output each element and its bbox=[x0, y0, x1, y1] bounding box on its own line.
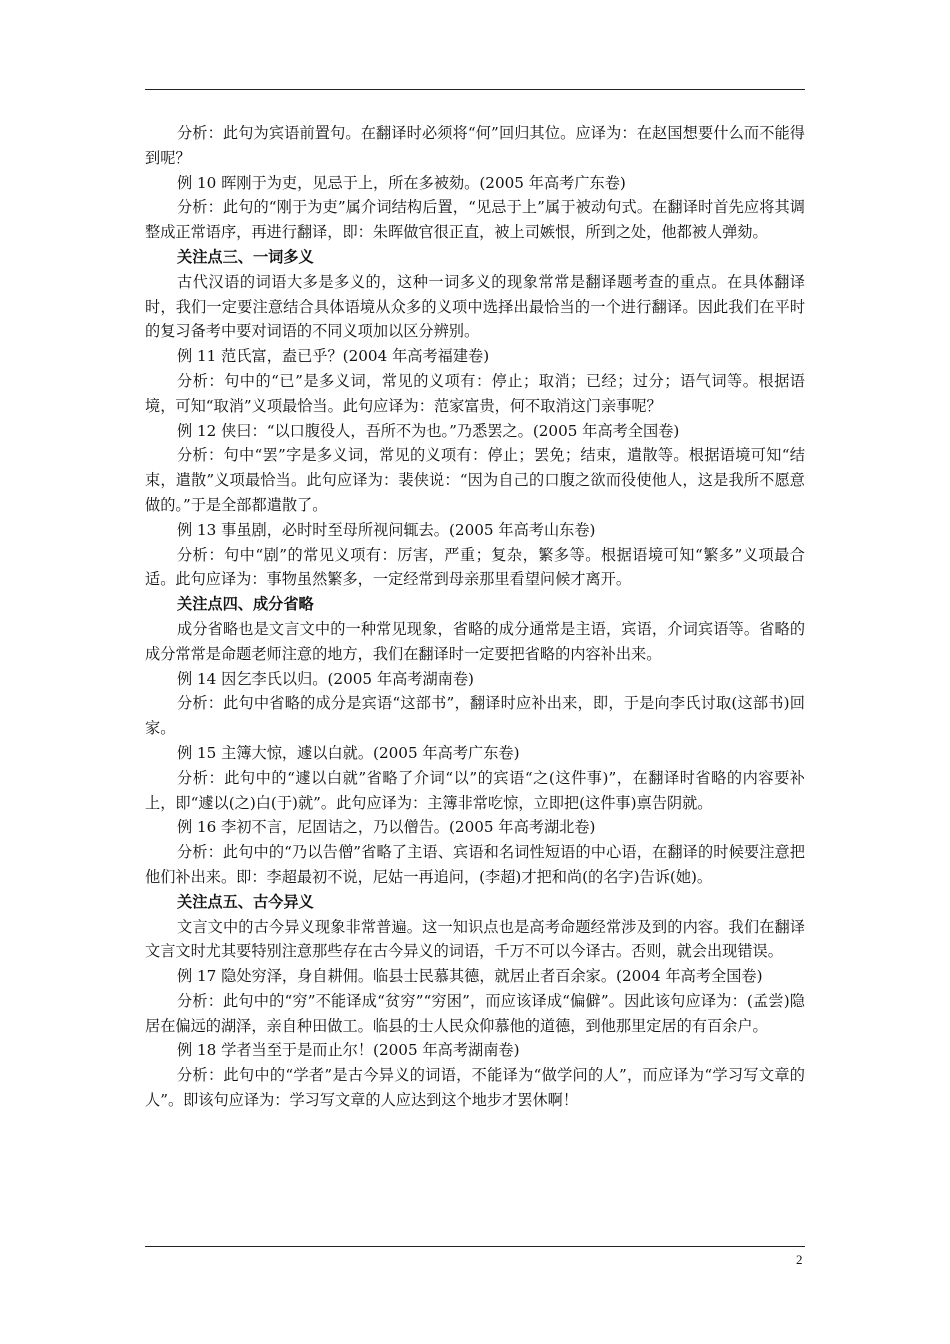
page-number: 2 bbox=[796, 1252, 803, 1267]
example-sentence: 例 17 隐处穷泽，身自耕佣。临县士民慕其德，就居止者百余家。(2004 年高考全国卷) bbox=[177, 967, 763, 986]
example-sentence: 例 11 范氏富，盍已乎？(2004 年高考福建卷) bbox=[177, 347, 490, 366]
section-heading: 关注点四、成分省略 bbox=[177, 595, 314, 614]
paragraph-analysis: 分析：此句中省略的成分是宾语“这部书”，翻译时应补出来，即，于是向李氏讨取(这部书)回家。 bbox=[145, 694, 805, 738]
example-sentence: 例 13 事虽剧，必时时至母所视问辄去。(2005 年高考山东卷) bbox=[177, 520, 596, 539]
example-sentence: 例 16 李初不言，尼固诘之，乃以僧告。(2005 年高考湖北卷) bbox=[177, 818, 596, 837]
section-heading: 关注点五、古今异义 bbox=[177, 892, 314, 911]
paragraph-analysis: 分析：句中的“已”是多义词，常见的义项有：停止；取消；已经；过分；语气词等。根据语境，可知“取消”义项最恰当。此句应译为：范家富贵，何不取消这门亲事呢？ bbox=[145, 371, 805, 415]
paragraph-analysis: 分析：此句中的“遽以白就”省略了介词“以”的宾语“之(这件事)”，在翻译时省略的内容要补上，即“遽以(之)白(于)就”。此句应译为：主簿非常吃惊，立即把(这件事)禀告阴就。 bbox=[145, 768, 805, 812]
example-sentence: 例 10 晖刚于为吏，见忌于上，所在多被劾。(2005 年高考广东卷) bbox=[177, 173, 626, 192]
paragraph-analysis: 分析：此句中的“穷”不能译成“贫穷”“穷困”，而应该译成“偏僻”。因此该句应译为：(孟尝)隐居在偏远的湖泽，亲自种田做工。临县的士人民众仰慕他的道德，到他那里定居的有百余户。 bbox=[145, 991, 805, 1035]
header-rule bbox=[145, 89, 805, 90]
document-body bbox=[145, 121, 805, 1113]
paragraph-analysis: 分析：此句为宾语前置句。在翻译时必须将“何”回归其位。应译为：在赵国想要什么而不能得到呢？ bbox=[145, 124, 805, 167]
paragraph-body: 成分省略也是文言文中的一种常见现象，省略的成分通常是主语，宾语，介词宾语等。省略的成分常常是命题老师注意的地方，我们在翻译时一定要把省略的内容补出来。 bbox=[145, 619, 805, 663]
example-sentence: 例 12 侠曰：“以口腹役人，吾所不为也。”乃悉罢之。(2005 年高考全国卷) bbox=[177, 421, 680, 440]
paragraph-body: 古代汉语的词语大多是多义的，这种一词多义的现象常常是翻译题考查的重点。在具体翻译时，我们一定要注意结合具体语境从众多的义项中选择出最恰当的一个进行翻译。因此我们在平时的复习备考中要对词语的不同义项加以区分辨别。 bbox=[145, 272, 805, 341]
paragraph-analysis: 分析：此句的“刚于为吏”属介词结构后置，“见忌于上”属于被动句式。在翻译时首先应将其调整成正常语序，再进行翻译，即：朱晖做官很正直，被上司嫉恨，所到之处，他都被人弹劾。 bbox=[145, 198, 805, 242]
example-sentence: 例 15 主簿大惊，遽以白就。(2005 年高考广东卷) bbox=[177, 743, 520, 762]
paragraph-analysis: 分析：此句中的“学者”是古今异义的词语，不能译为“做学问的人”，而应译为“学习写文章的人”。即该句应译为：学习写文章的人应达到这个地步才罢休啊！ bbox=[145, 1066, 805, 1110]
paragraph-analysis: 分析：此句中的“乃以告僧”省略了主语、宾语和名词性短语的中心语，在翻译的时候要注意把他们补出来。即：李超最初不说，尼姑一再追问，(李超)才把和尚(的名字)告诉(她)。 bbox=[145, 843, 805, 886]
example-sentence: 例 14 因乞李氏以归。(2005 年高考湖南卷) bbox=[177, 669, 474, 688]
footer-rule bbox=[145, 1246, 805, 1247]
paragraph-body: 文言文中的古今异义现象非常普遍。这一知识点也是高考命题经常涉及到的内容。我们在翻译文言文时尤其要特别注意那些存在古今异义的词语，千万不可以今译古。否则，就会出现错误。 bbox=[145, 917, 805, 961]
section-heading: 关注点三、一词多义 bbox=[177, 247, 314, 266]
example-sentence: 例 18 学者当至于是而止尔！(2005 年高考湖南卷) bbox=[177, 1041, 520, 1060]
paragraph-analysis: 分析：句中“剧”的常见义项有：厉害，严重；复杂，繁多等。根据语境可知“繁多”义项最合适。此句应译为：事物虽然繁多，一定经常到母亲那里看望问候才离开。 bbox=[145, 545, 805, 589]
paragraph-analysis: 分析：句中“罢”字是多义词，常见的义项有：停止；罢免；结束，遣散等。根据语境可知“结束，遣散”义项最恰当。此句应译为：裴侠说：“因为自己的口腹之欲而役使他人，这是我所不愿意做的。”于是全部都遣散了。 bbox=[145, 446, 805, 514]
